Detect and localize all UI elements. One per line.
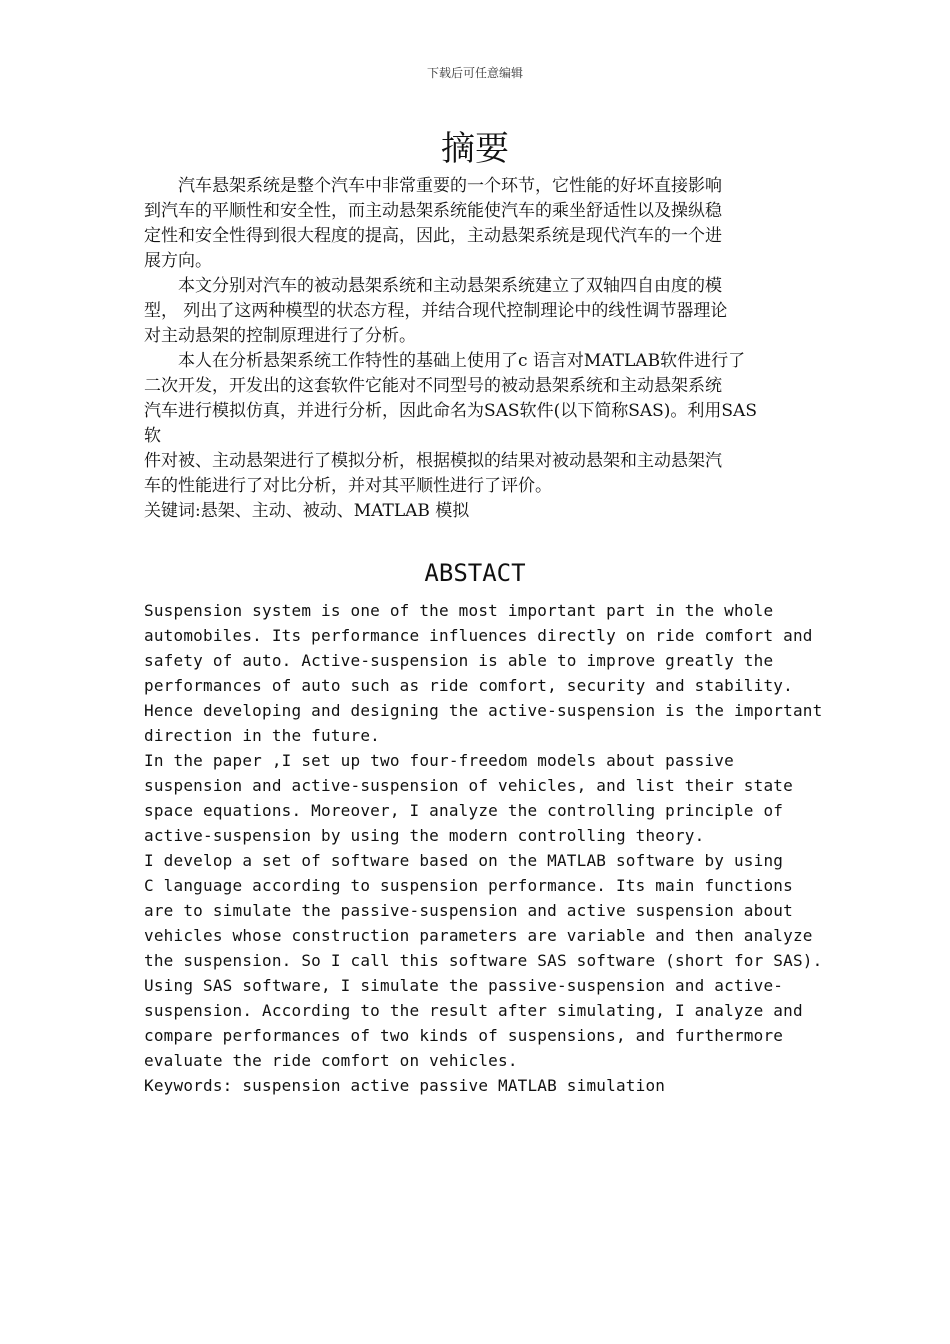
abstract-en-title: ABSTACT [424,559,526,587]
abstract-cn-paragraph-1: 汽车悬架系统是整个汽车中非常重要的一个环节，它性能的好坏直接影响 到汽车的平顺性和安全性，而主动悬架系统能使汽车的乘坐舒适性以及操纵稳 定性和安全性得到很大程度的提高，因此，主动悬架系统是现代汽车的一个进 展方向。 [144,176,722,271]
abstract-cn-paragraph-3: 本人在分析悬架系统工作特性的基础上使用了c 语言对MATLAB软件进行了 二次开发，开发出的这套软件它能对不同型号的被动悬架系统和主动悬架系统 汽车进行模拟仿真，并进行分析，因此命名为SAS软件(以下简称SAS)。利用SAS 软 件对被、主动悬架进行了模拟分析，根据模拟的结果对被动悬架和主动悬架汽 车的性能进行了对比分析，并对其平顺性进行了评价。 [144,351,757,496]
abstract-en-paragraph-2: In the paper ,I set up two four-freedom models about passive suspension and active-suspension of vehicles, and list their state space equations. Moreover, I analyze the controlling principle of active-suspension by using the modern controlling theory. [144,751,793,845]
abstract-cn-title: 摘要 [441,129,509,169]
abstract-en-keywords: Keywords: suspension active passive MATLAB simulation [144,1076,666,1095]
abstract-en-paragraph-1: Suspension system is one of the most important part in the whole automobiles. Its performance influences directly on ride comfort and safety of auto. Active-suspension is able to improve greatly the performances of auto such as ride comfort, security and stability. Hence developing and designing the active-suspension is the important direction in the future. [144,601,823,745]
abstract-en-paragraph-3: I develop a set of software based on the MATLAB software by using C language according to suspension performance. Its main functions are to simulate the passive-suspension and active suspension about vehicles whose construction parameters are variable and then analyze the suspension. So I call this software SAS software (short for SAS). Using SAS software, I simulate the passive-suspension and active- suspension. According to the result after simulating, I analyze and compare performances of two kinds of suspensions, and furthermore evaluate the ride comfort on vehicles. [144,851,823,1070]
abstract-cn-body [144,174,812,524]
abstract-cn-paragraph-2: 本文分别对汽车的被动悬架系统和主动悬架系统建立了双轴四自由度的模 型， 列出了这两种模型的状态方程，并结合现代控制理论中的线性调节器理论 对主动悬架的控制原理进行了分析。 [144,276,728,346]
page-header: 下载后可任意编辑 [426,66,523,80]
abstract-cn-keywords: 关键词:悬架、主动、被动、MATLAB 模拟 [144,501,470,521]
abstract-en-body [144,598,824,1098]
